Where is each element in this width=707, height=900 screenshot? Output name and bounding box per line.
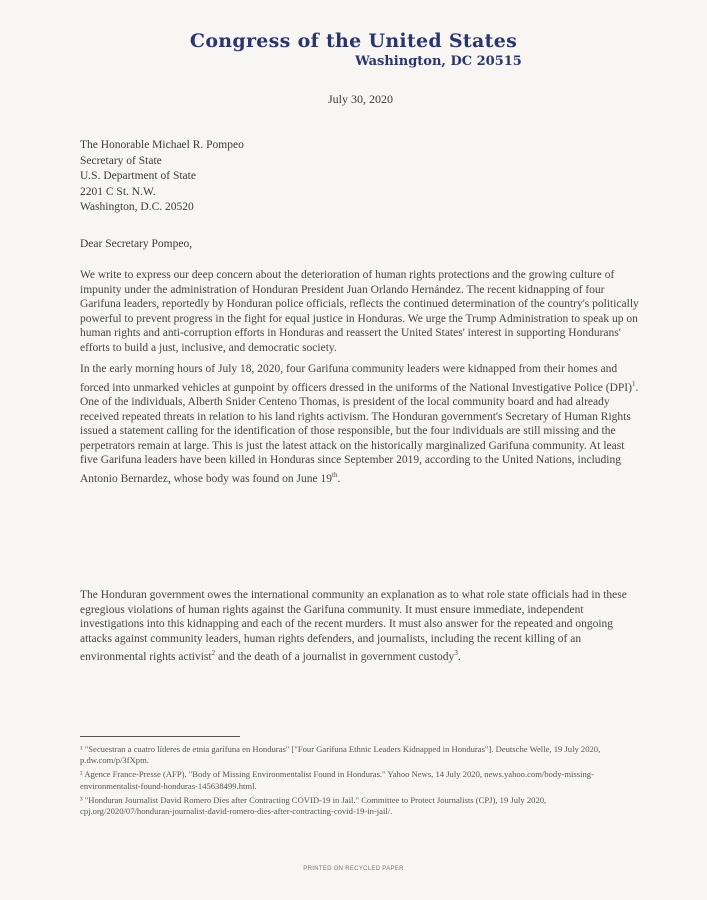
paragraph-2	[80, 362, 640, 496]
footnote-ref-2: 2	[211, 649, 216, 658]
footnote-ref-3: 3	[454, 649, 458, 658]
recipient-name: The Honorable Michael R. Pompeo	[80, 139, 244, 151]
paragraph-2-text	[80, 362, 640, 486]
salutation: Dear Secretary Pompeo,	[80, 238, 193, 250]
paragraph-2-part-b: . One of the individuals, Alberth Snider Centeno Thomas, is president of the local community board and had already received repeated threats in relation to his land rights activism. The Honduran government's Secretary of Human Rights issued a statement calling for the identification of those responsible, but the four individuals are still missing and the perpetrators remain at large. This is just the latest attack on the historically marginalized Garifuna community. At least five Garifuna leaders have been killed in Honduras since September 2019, according to the United Nations, including Antonio Bernardez, whose body was found on June 19	[80, 381, 639, 485]
paragraph-3-part-c: .	[457, 651, 461, 664]
recipient-street: 2201 C St. N.W.	[80, 185, 156, 198]
footnotes	[80, 744, 640, 820]
paragraph-3-text	[80, 588, 640, 665]
footnote-2: ² Agence France-Presse (AFP). "Body of Missing Environmentalist Found in Honduras." Yahoo News, 14 July 2020, news.yahoo.com/body-missing-environmentalist-found-honduras-145638499.html.	[80, 769, 594, 791]
recycled-paper-notice: PRINTED ON RECYCLED PAPER	[303, 866, 404, 872]
footnote-3: ³ "Honduran Journalist David Romero Dies after Contracting COVID-19 in Jail." Committee to Protect Journalists (CPJ), 19 July 2020, cpj.org/2020/07/honduran-journalist-david-romero-dies-after-contracting-covid-19-in-jail/.	[80, 794, 547, 817]
paragraph-3-part-b: and the death of a journalist in government custody	[215, 651, 455, 664]
paragraph-1	[80, 268, 640, 366]
paragraph-1-text: We write to express our deep concern about the deterioration of human rights protections and the growing culture of impunity under the administration of Honduran President Juan Orlando Hernández. The recent kidnapping of four Garifuna leaders, reportedly by Honduran police officials, reflects the continued determination of the country's politically powerful to prevent progress in the fight for equal justice in Honduras. We urge the Trump Administration to speak up on human rights and anti-corruption efforts in Honduras and reassert the United States' interest in supporting Hondurans' efforts to build a just, inclusive, and democratic society.	[80, 269, 639, 354]
recipient-city: Washington, D.C. 20520	[80, 201, 194, 213]
letterhead-city: Washington, DC 20515	[355, 54, 522, 69]
paragraph-2-part-a: In the early morning hours of July 18, 2020, four Garifuna community leaders were kidnapped from their homes and forced into unmarked vehicles at gunpoint by officers dressed in the uniforms of the National Investigative Police (DPI)	[80, 363, 632, 394]
letter-date: July 30, 2020	[327, 92, 393, 106]
ordinal-suffix: th	[332, 470, 338, 479]
recipient-address	[80, 138, 244, 216]
letterhead-title: Congress of the United States	[189, 30, 518, 52]
paragraph-2-part-c: .	[337, 472, 341, 485]
footnote-1: ¹ "Secuestran a cuatro líderes de etnia garífuna en Honduras" ["Four Garífuna Ethnic Leaders Kidnapped in Honduras"]. Deutsche Welle, 19 July 2020, p.dw.com/p/3fXpm.	[80, 744, 601, 766]
letterhead	[0, 30, 707, 69]
footnote-ref-1: 1	[631, 379, 636, 388]
footnote-divider	[80, 736, 240, 737]
recipient-title: Secretary of State	[80, 154, 162, 167]
paragraph-3	[80, 588, 640, 675]
recipient-department: U.S. Department of State	[80, 170, 196, 182]
paragraph-3-part-a: The Honduran government owes the international community an explanation as to what role state officials had in these egregious violations of human rights against the Garifuna community. It must ensure immediate, independent investigations into this kidnapping and each of the recent murders. It must also answer for the repeated and ongoing attacks against community leaders, human rights defenders, and journalists, including the recent killing of an environmental rights activist	[80, 589, 627, 664]
